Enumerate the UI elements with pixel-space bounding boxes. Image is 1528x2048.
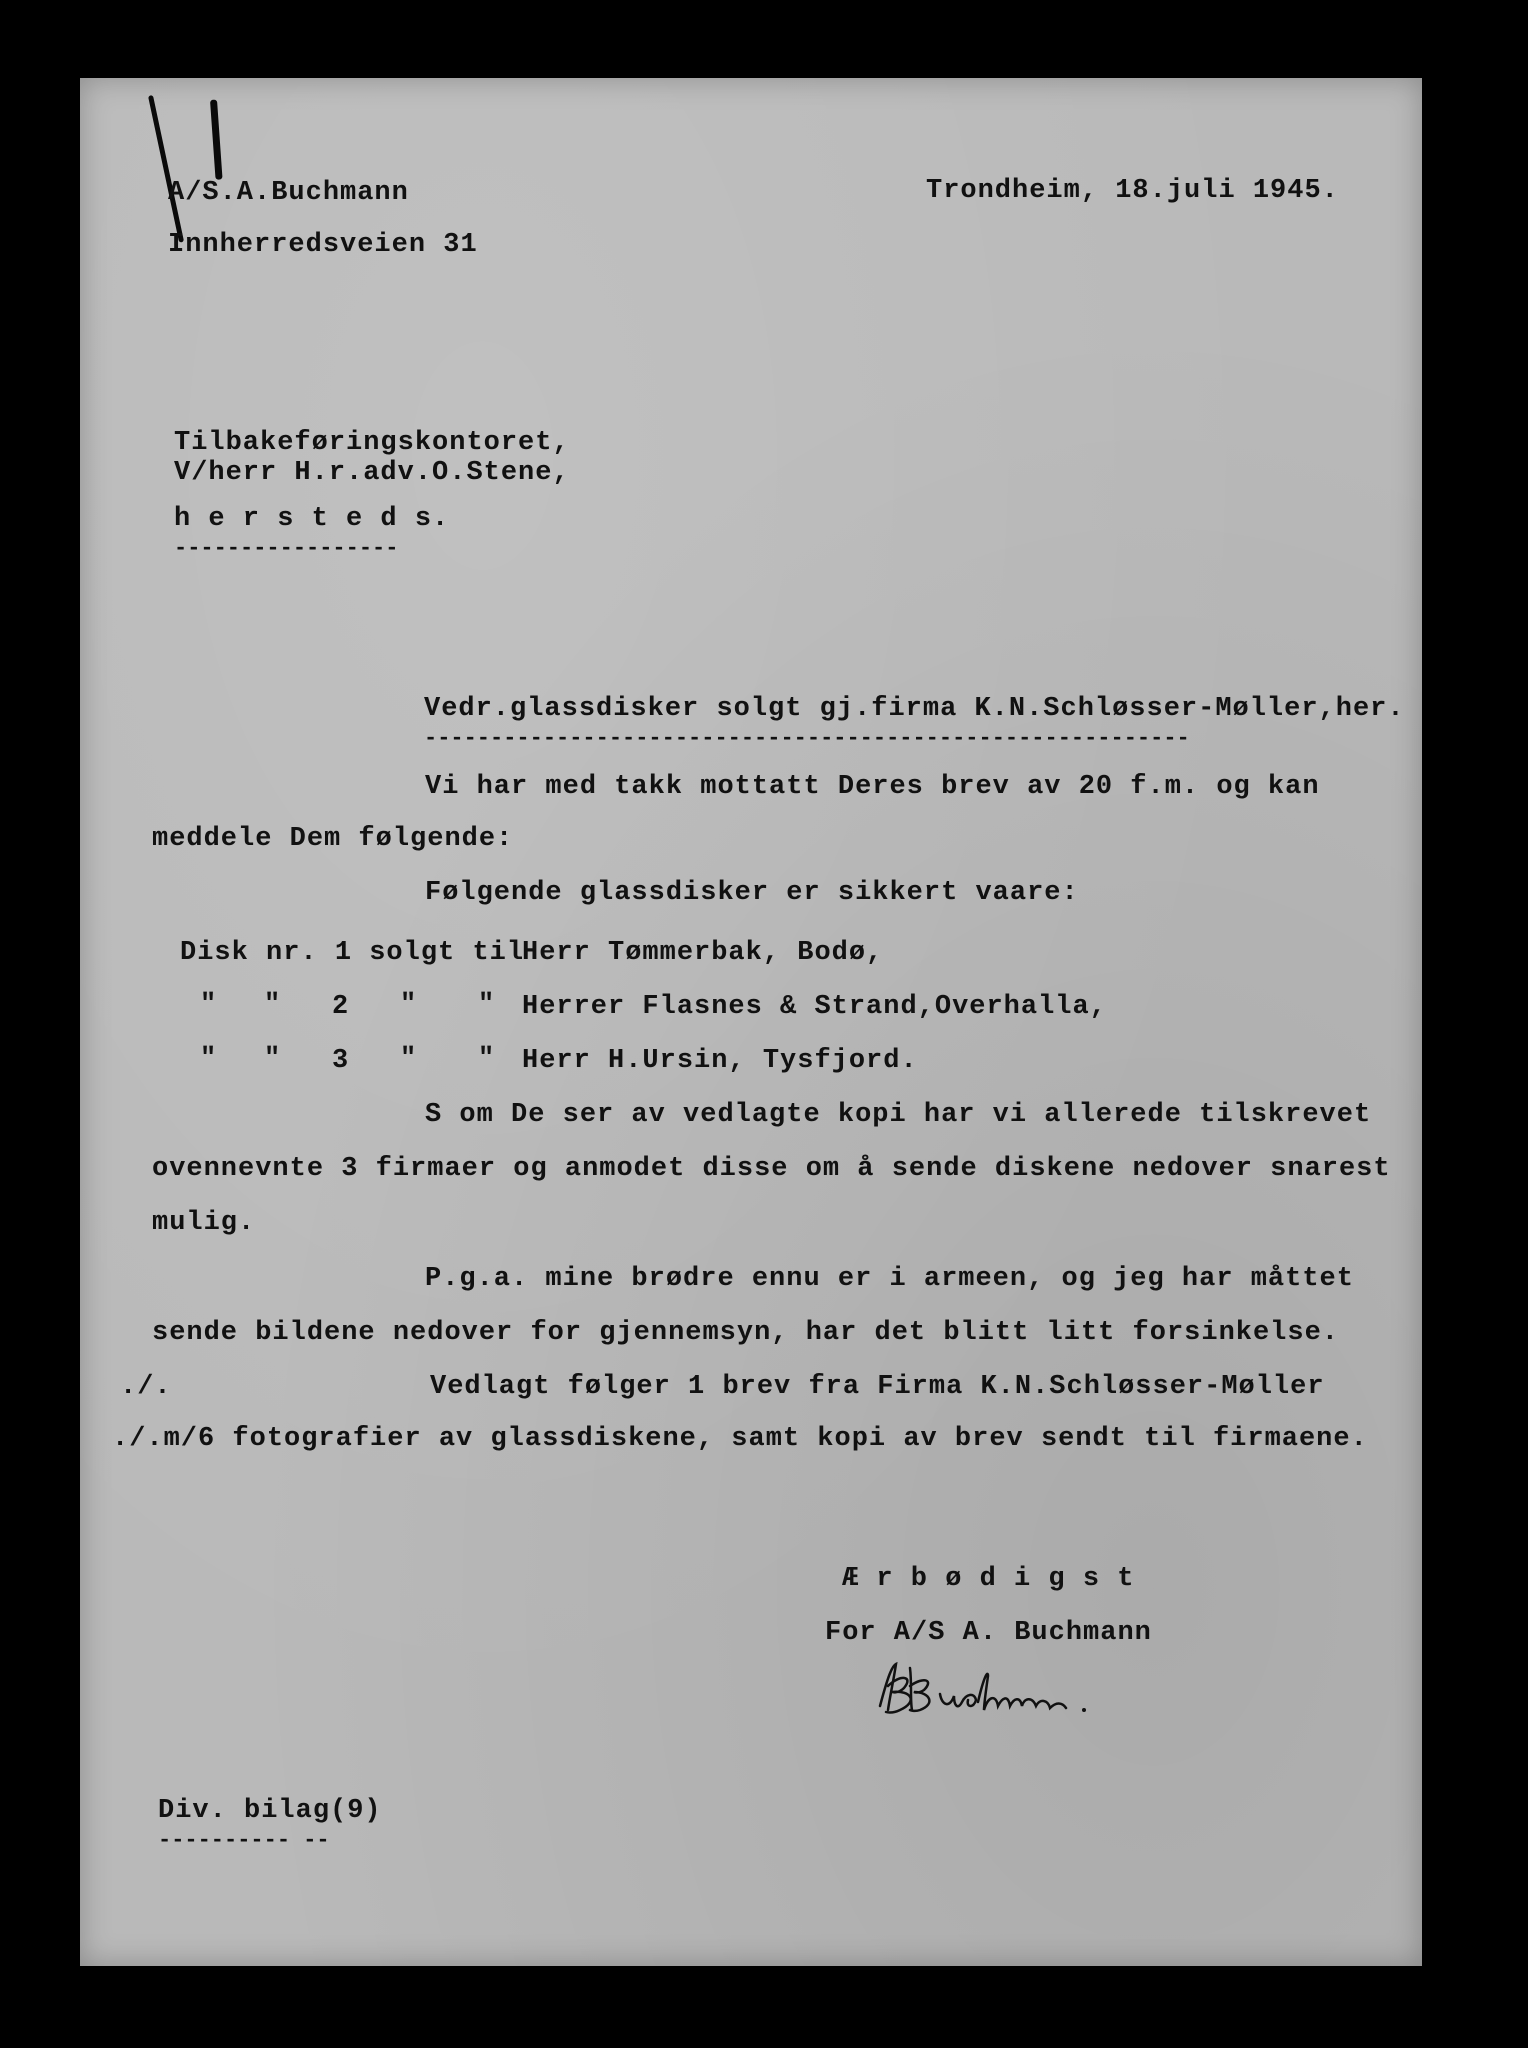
disk-row-1-label: Disk nr. 1 solgt til bbox=[180, 938, 525, 968]
disk-row-1-buyer: Herr Tømmerbak, Bodø, bbox=[522, 938, 884, 968]
pen-mark bbox=[210, 100, 223, 180]
ditto-mark: " bbox=[400, 1044, 417, 1074]
paragraph-3-line-3: mulig. bbox=[152, 1208, 256, 1238]
ditto-mark: " bbox=[478, 1044, 495, 1074]
ditto-mark: " bbox=[478, 990, 495, 1020]
sender-street: Innherredsveien 31 bbox=[168, 230, 478, 260]
paragraph-5-line-1: Vedlagt følger 1 brev fra Firma K.N.Schløsser-Møller bbox=[430, 1372, 1325, 1402]
handwritten-signature bbox=[870, 1656, 1100, 1726]
paragraph-5-line-2: ./.m/6 fotografier av glassdiskene, samt kopi av brev sendt til firmaene. bbox=[112, 1424, 1368, 1454]
sender-company: A/S.A.Buchmann bbox=[168, 178, 409, 208]
ditto-mark: " bbox=[264, 990, 281, 1020]
closing-sender: For A/S A. Buchmann bbox=[825, 1618, 1152, 1648]
letter-page bbox=[80, 78, 1422, 1966]
paragraph-4-line-2: sende bildene nedover for gjennemsyn, har det blitt litt forsinkelse. bbox=[152, 1318, 1339, 1348]
recipient-office: Tilbakeføringskontoret, bbox=[174, 428, 570, 458]
recipient-attention: V/herr H.r.adv.O.Stene, bbox=[174, 458, 570, 488]
ditto-mark: " bbox=[264, 1044, 281, 1074]
paragraph-1-line-2: meddele Dem følgende: bbox=[152, 824, 514, 854]
disk-row-2-buyer: Herrer Flasnes & Strand,Overhalla, bbox=[522, 992, 1107, 1022]
subject-underline: ---------------------------------------------------------- bbox=[424, 726, 1190, 751]
ditto-mark: " bbox=[200, 990, 217, 1020]
recipient-underline: ----------------- bbox=[174, 536, 399, 561]
paragraph-3-line-1: S om De ser av vedlagte kopi har vi allerede tilskrevet bbox=[425, 1100, 1372, 1130]
paragraph-1-line-1: Vi har med takk mottatt Deres brev av 20 f.m. og kan bbox=[425, 772, 1320, 802]
ditto-mark: " bbox=[200, 1044, 217, 1074]
recipient-locale: h e r s t e d s. bbox=[174, 504, 450, 534]
attachments-note: Div. bilag(9) bbox=[158, 1796, 382, 1826]
ditto-mark: " bbox=[400, 990, 417, 1020]
closing-salutation: Æ r b ø d i g s t bbox=[842, 1564, 1135, 1594]
enclosure-marker: ./. bbox=[120, 1372, 172, 1402]
paragraph-3-line-2: ovennevnte 3 firmaer og anmodet disse om å sende diskene nedover snarest bbox=[152, 1154, 1391, 1184]
attachments-underline: ---------- -- bbox=[158, 1828, 330, 1853]
disk-row-3-buyer: Herr H.Ursin, Tysfjord. bbox=[522, 1046, 918, 1076]
disk-row-3-number: 3 bbox=[332, 1046, 350, 1076]
disk-row-2-number: 2 bbox=[332, 992, 350, 1022]
subject-line: Vedr.glassdisker solgt gj.firma K.N.Schløsser-Møller,her. bbox=[424, 694, 1405, 724]
paragraph-4-line-1: P.g.a. mine brødre ennu er i armeen, og jeg har måttet bbox=[425, 1264, 1354, 1294]
paragraph-2-intro: Følgende glassdisker er sikkert vaare: bbox=[425, 878, 1079, 908]
place-date: Trondheim, 18.juli 1945. bbox=[926, 176, 1339, 206]
pen-mark bbox=[148, 95, 184, 243]
